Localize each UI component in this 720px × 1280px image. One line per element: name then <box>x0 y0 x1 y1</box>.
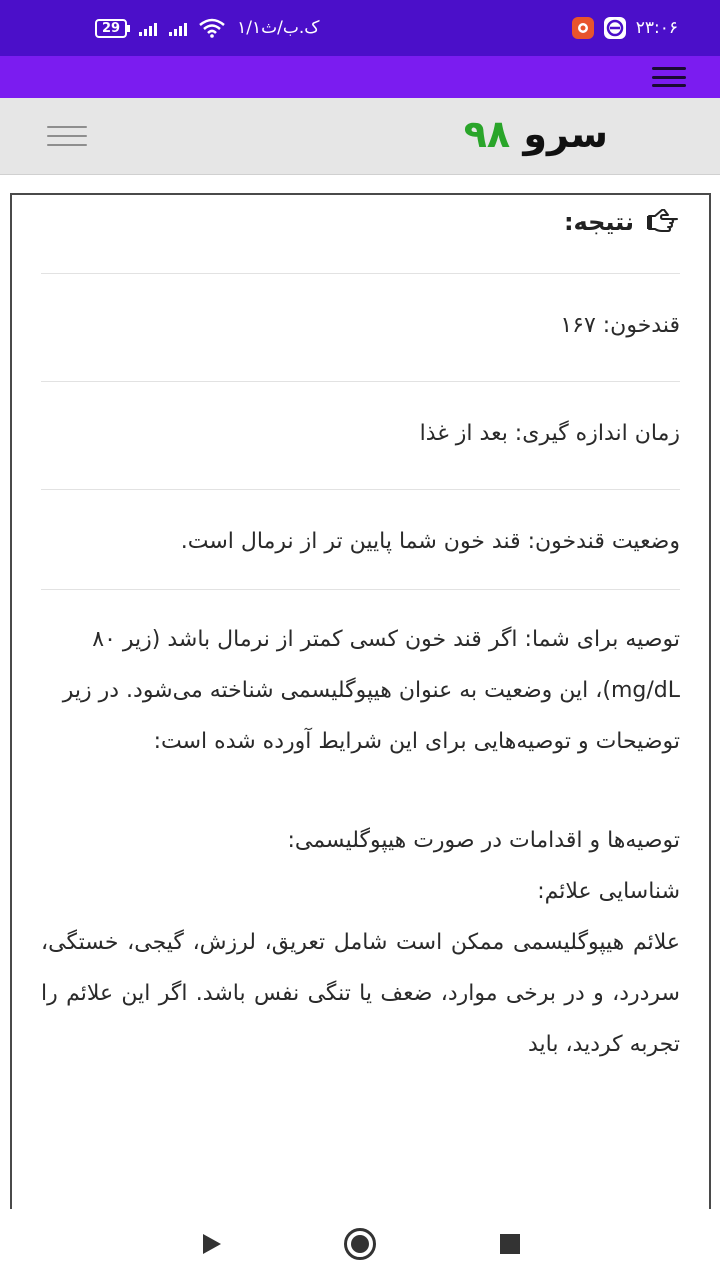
status-bar <box>0 0 720 56</box>
site-header <box>0 98 720 175</box>
symptoms-text: علائم هیپوگلیسمی ممکن است شامل تعریق، لرزش، گیجی، خستگی، سردرد، و در برخی موارد، ضعف یا تنگی نفس باشد. اگر این علائم را تجربه کردید، باید <box>41 930 680 1057</box>
logo-word: سرو <box>523 112 608 156</box>
pointing-hand-icon <box>646 209 680 235</box>
result-card <box>10 193 711 1223</box>
blood-sugar-value: قندخون: ۱۶۷ <box>560 313 680 338</box>
browser-app-icon <box>604 17 626 39</box>
result-title-row <box>41 195 680 273</box>
network-speed: ۱/۱ک.ب/ث <box>237 18 320 38</box>
result-title: نتیجه: <box>563 208 634 236</box>
section-heading: توصیه‌ها و اقدامات در صورت هیپوگلیسمی: <box>287 828 680 853</box>
signal-icon-2 <box>169 20 187 36</box>
site-logo[interactable] <box>464 112 608 156</box>
logo-number: ۹۸ <box>463 112 511 156</box>
battery-icon: 29 <box>95 19 127 38</box>
measure-time: زمان اندازه گیری: بعد از غذا <box>419 421 680 446</box>
home-button-icon[interactable] <box>344 1228 376 1260</box>
wifi-icon <box>199 18 225 38</box>
top-bar <box>0 56 720 98</box>
blood-sugar-status: وضعیت قندخون: قند خون شما پایین تر از نرمال است. <box>180 529 680 554</box>
system-nav-bar <box>0 1209 720 1280</box>
hamburger-menu-icon[interactable] <box>652 67 686 87</box>
recommendation-intro: توصیه برای شما: اگر قند خون کسی کمتر از نرمال باشد (زیر ۸۰ mg/dL)، این وضعیت به عنوان هیپوگلیسمی شناخته می‌شود. در زیر توضیحات و توصیه‌هایی برای این شرایط آورده شده است: <box>62 627 680 754</box>
status-bar-left <box>95 18 319 38</box>
clock: ۲۳:۰۶ <box>635 18 678 38</box>
notification-app-icon <box>572 17 594 39</box>
back-button-icon[interactable] <box>203 1234 221 1254</box>
symptoms-subheading: شناسایی علائم: <box>537 879 680 904</box>
recents-button-icon[interactable] <box>500 1234 520 1254</box>
menu-icon[interactable] <box>47 126 87 146</box>
status-bar-right <box>572 17 678 39</box>
signal-icon <box>139 20 157 36</box>
